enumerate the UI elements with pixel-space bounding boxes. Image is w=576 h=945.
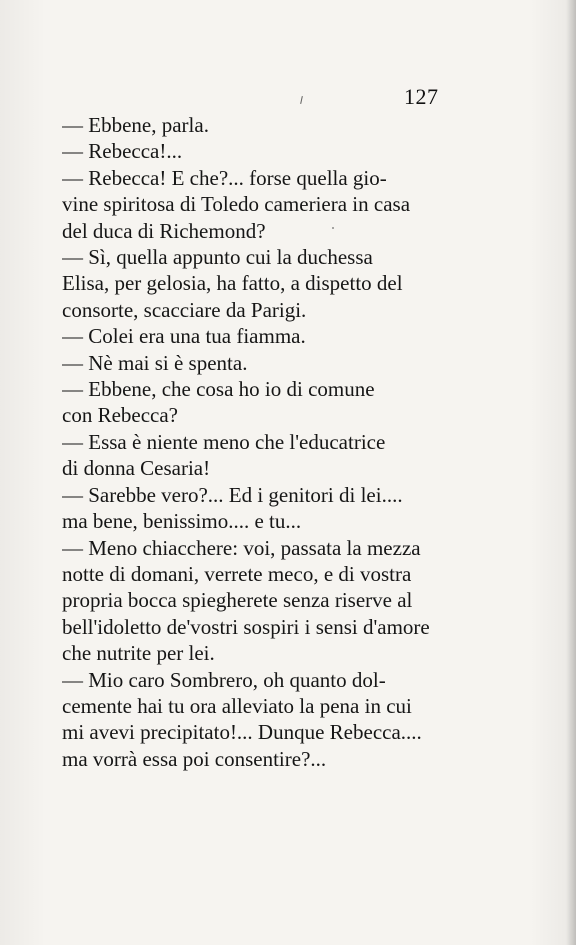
text-line: — Rebecca!... [62,139,183,164]
text-line: notte di domani, verrete meco, e di vostra [62,561,412,586]
text-line: di donna Cesaria! [62,456,211,481]
text-line: — Colei era una tua fiamma. [62,324,306,349]
text-line: — Sì, quella appunto cui la duchessa [62,245,373,270]
text-line: — Mio caro Sombrero, oh quanto dol- [62,667,386,692]
text-line: — Rebecca! E che?... forse quella gio- [62,165,387,190]
text-line: — Sarebbe vero?... Ed i genitori di lei.... [62,482,403,507]
text-line: cemente hai tu ora alleviato la pena in cui [62,693,412,718]
text-line: mi avevi precipitato!... Dunque Rebecca.... [62,720,422,745]
text-line: — Meno chiacchere: voi, passata la mezza [62,535,421,560]
page-edge-shadow [566,0,576,945]
text-line: con Rebecca? [62,403,179,428]
text-line: Elisa, per gelosia, ha fatto, a dispetto del [62,271,403,296]
text-line: del duca di Richemond? [62,218,266,243]
text-line: — Ebbene, parla. [62,113,209,137]
text-line: ma bene, benissimo.... e tu... [62,509,302,534]
text-line: vine spiritosa di Toledo cameriera in casa [62,192,411,217]
text-line: consorte, scacciare da Parigi. [62,297,307,322]
text-line: ma vorrà essa poi consentire?... [62,746,327,771]
page-text [62,112,442,772]
text-line: — Essa è niente meno che l'educatrice [62,429,386,454]
page-number: 127 [404,84,439,109]
text-line: propria bocca spiegherete senza riserve al [62,588,413,613]
text-line: — Ebbene, che cosa ho io di comune [62,377,375,402]
text-line: — Nè mai si è spenta. [62,350,248,375]
ink-speck [300,96,303,104]
text-line: bell'idoletto de'vostri sospiri i sensi d'amore [62,614,430,639]
text-line: che nutrite per lei. [62,641,215,666]
